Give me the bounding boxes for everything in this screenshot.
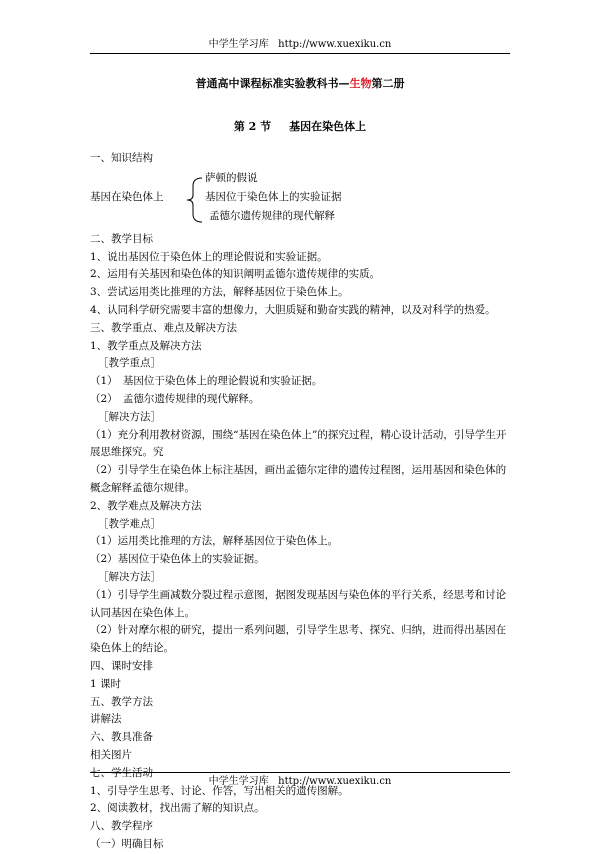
lesson-plan-body [90, 150, 510, 854]
knowledge-root-label: 基因在染色体上 [90, 190, 164, 203]
book-title-subject: 生物 [349, 77, 372, 90]
activity-item: 2、阅读教材，找出需了解的知识点。 [90, 802, 265, 815]
page-footer [0, 775, 600, 789]
solution-label: ［解决方法］ [98, 570, 161, 583]
focus-subheading: 2、教学难点及解决方法 [90, 499, 202, 512]
schedule-value: 1 课时 [90, 677, 122, 690]
page-header [0, 38, 600, 52]
difficulty-label: ［教学难点］ [98, 517, 161, 530]
key-point-item: （1） 基因位于染色体上的理论假说和实验证据。 [90, 375, 323, 388]
schedule-heading: 四、课时安排 [90, 659, 153, 672]
footer-site-name: 中学生学习库 [208, 776, 269, 787]
focus-heading: 三、教学重点、难点及解决方法 [90, 321, 237, 334]
method-value: 讲解法 [90, 713, 122, 726]
knowledge-structure [90, 168, 510, 231]
header-url: http://www.xuexiku.cn [278, 39, 392, 50]
solution-item: （2）引导学生在染色体上标注基因，画出孟德尔定律的遗传过程图，运用基因和染色体的概念解释孟德尔规律。 [90, 464, 507, 494]
key-points-label: ［教学重点］ [98, 357, 161, 370]
knowledge-heading: 一、知识结构 [90, 152, 153, 164]
activity-item: 1、引导学生思考、讨论、作答，写出相关的遗传图解。 [90, 784, 349, 797]
book-title-suffix: 第二册 [371, 77, 405, 90]
goal-item: 3、尝试运用类比推理的方法，解释基因位于染色体上。 [90, 286, 349, 299]
goal-item: 4、认同科学研究需要丰富的想像力，大胆质疑和勤奋实践的精神，以及对科学的热爱。 [90, 303, 496, 316]
method-heading: 五、教学方法 [90, 695, 153, 708]
section-number: 第 2 节 [233, 120, 272, 133]
section-name: 基因在染色体上 [289, 120, 367, 133]
focus-subheading: 1、教学重点及解决方法 [90, 339, 202, 352]
key-point-item: （2） 孟德尔遗传规律的现代解释。 [90, 392, 260, 405]
procedure-heading: 八、教学程序 [90, 820, 153, 833]
procedure-step: （一）明确目标 [90, 837, 164, 850]
goals-heading: 二、教学目标 [90, 232, 153, 245]
knowledge-branch: 萨顿的假说 [205, 171, 258, 184]
book-title-prefix: 普通高中课程标准实验教科书— [195, 77, 350, 90]
book-title [0, 76, 600, 92]
goal-item: 2、运用有关基因和染色体的知识阐明孟德尔遗传规律的实质。 [90, 268, 381, 281]
solution-item: （1）引导学生画减数分裂过程示意图，据图发现基因与染色体的平行关系，经思考和讨论认同基因在染色体上。 [90, 588, 507, 619]
header-rule [90, 53, 510, 54]
footer-rule [90, 772, 510, 773]
knowledge-branch: 孟德尔遗传规律的现代解释 [209, 209, 335, 222]
difficulty-item: （1）运用类比推理的方法，解释基因位于染色体上。 [90, 535, 339, 548]
footer-url: http://www.xuexiku.cn [278, 776, 392, 787]
activities-heading: 七、学生活动 [90, 766, 153, 779]
header-site-name: 中学生学习库 [208, 39, 269, 50]
difficulty-item: （2）基因位于染色体上的实验证据。 [90, 553, 265, 566]
section-title [0, 119, 600, 135]
tools-heading: 六、教具准备 [90, 731, 153, 744]
solution-label: ［解决方法］ [98, 410, 161, 423]
goal-item: 1、说出基因位于染色体上的理论假说和实验证据。 [90, 250, 328, 263]
solution-item: （2）针对摩尔根的研究，提出一系列问题，引导学生思考、探究、归纳，进而得出基因在染色体上的结论。 [90, 624, 507, 655]
tools-value: 相关图片 [90, 748, 132, 761]
solution-item: （1）充分利用教材资源，围绕“基因在染色体上”的探究过程，精心设计活动，引导学生开展思维探究。究 [90, 428, 507, 459]
knowledge-branch: 基因位于染色体上的实验证据 [205, 190, 342, 203]
